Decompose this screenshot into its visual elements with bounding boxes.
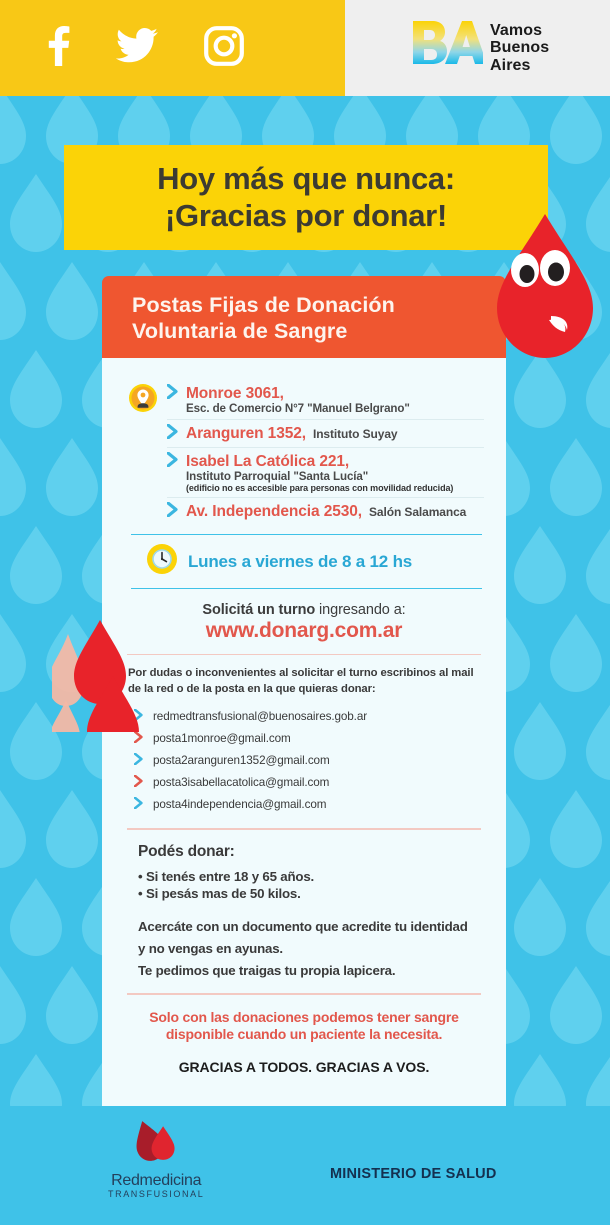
ministry-label: MINISTERIO DE SALUD <box>330 1166 497 1182</box>
hours-section <box>131 534 482 589</box>
banner-line2: Voluntaria de Sangre <box>132 319 348 343</box>
mail-address: posta4independencia@gmail.com <box>153 797 327 811</box>
closing-line2: disponible cuando un paciente la necesita. <box>165 1026 443 1043</box>
blood-drop-mascot <box>489 212 601 365</box>
ba-tagline <box>490 22 549 74</box>
chevron-right-icon <box>167 502 179 521</box>
closing-message <box>124 995 484 1045</box>
address-accessibility-note: (edificio no es accesible para personas con movilidad reducida) <box>186 483 454 493</box>
chevron-right-icon <box>167 384 179 403</box>
address-place: Esc. de Comercio N°7 "Manuel Belgrano" <box>186 402 410 415</box>
page-title <box>64 145 548 250</box>
address-street: Isabel La Católica 221, <box>186 453 350 470</box>
appointment-section <box>124 589 484 654</box>
chevron-right-icon <box>134 775 144 790</box>
social-bar <box>0 0 345 96</box>
ba-tagline-line3: Aires <box>490 56 531 74</box>
mail-list-item[interactable] <box>134 793 484 815</box>
address-place: Instituto Suyay <box>312 427 398 441</box>
address-list <box>167 380 484 525</box>
location-pin-icon <box>129 380 159 525</box>
ba-logo-mark <box>411 17 483 79</box>
chevron-right-icon <box>134 797 144 812</box>
ba-tagline-line2: Buenos <box>490 39 550 57</box>
mail-intro-text: Por dudas o inconvenientes al solicitar el turno escribinos al mail de la red o de la posta en la que quieras donar: <box>128 667 474 695</box>
redmedicina-brand: Redmedicina <box>111 1172 202 1189</box>
mail-list-item[interactable] <box>134 705 484 727</box>
address-place: Salón Salamanca <box>369 505 467 519</box>
mail-list-item[interactable] <box>134 749 484 771</box>
mail-list-item[interactable] <box>134 727 484 749</box>
mail-address: posta3isabellacatolica@gmail.com <box>153 775 330 789</box>
donation-website-link[interactable]: www.donarg.com.ar <box>205 619 403 642</box>
address-street: Aranguren 1352, <box>186 425 306 442</box>
mail-address: posta2aranguren1352@gmail.com <box>153 753 330 767</box>
thanks-message: GRACIAS A TODOS. GRACIAS A VOS. <box>178 1059 430 1076</box>
facebook-icon[interactable] <box>48 26 70 71</box>
address-street: Av. Independencia 2530, <box>186 503 363 520</box>
address-place: Instituto Parroquial "Santa Lucía" <box>186 470 369 483</box>
mail-list-item[interactable] <box>134 771 484 793</box>
address-street: Monroe 3061, <box>186 385 284 402</box>
ba-brand <box>345 0 610 96</box>
address-item[interactable] <box>167 497 484 525</box>
address-item[interactable] <box>167 419 484 447</box>
eligibility-bullet: • Si tenés entre 18 y 65 años. <box>138 868 315 884</box>
appointment-lead-rest: ingresando a: <box>315 602 406 618</box>
address-item[interactable] <box>167 447 484 497</box>
eligibility-note-line1: Acercáte con un documento que acredite tu identidad <box>138 918 468 934</box>
eligibility-note-line3: Te pedimos que traigas tu propia lapicera. <box>138 962 396 978</box>
info-card <box>102 358 506 1106</box>
mail-list <box>124 705 484 815</box>
hours-text: Lunes a viernes de 8 a 12 hs <box>188 551 413 571</box>
page-footer <box>0 1106 610 1225</box>
chevron-right-icon <box>134 753 144 768</box>
appointment-lead-bold: Solicitá un turno <box>202 602 316 618</box>
eligibility-title: Podés donar: <box>138 842 235 860</box>
clock-icon <box>147 544 177 579</box>
mail-address: posta1monroe@gmail.com <box>153 731 291 745</box>
page-header <box>0 0 610 96</box>
address-item[interactable] <box>167 380 484 419</box>
mail-address: redmedtransfusional@buenosaires.gob.ar <box>153 709 368 723</box>
eligibility-note-line2: y no vengas en ayunas. <box>138 940 283 956</box>
ba-tagline-line1: Vamos <box>490 22 543 40</box>
redmedicina-brand-sub: TRANSFUSIONAL <box>108 1189 205 1199</box>
page-title-line2: ¡Gracias por donar! <box>165 197 447 233</box>
addresses-section <box>124 380 484 525</box>
page-title-line1: Hoy más que nunca: <box>157 161 455 197</box>
chevron-right-icon <box>167 452 179 471</box>
eligibility-bullet: • Si pesás mas de 50 kilos. <box>138 885 301 901</box>
instagram-icon[interactable] <box>204 26 244 71</box>
redmedicina-drops-icon <box>127 1118 185 1170</box>
closing-line1: Solo con las donaciones podemos tener sangre <box>149 1008 459 1025</box>
section-banner <box>102 276 506 360</box>
redmedicina-logo <box>108 1118 204 1199</box>
twitter-icon[interactable] <box>116 28 158 69</box>
chevron-right-icon <box>167 424 179 443</box>
side-blood-drops <box>52 612 162 737</box>
banner-line1: Postas Fijas de Donación <box>132 292 395 317</box>
